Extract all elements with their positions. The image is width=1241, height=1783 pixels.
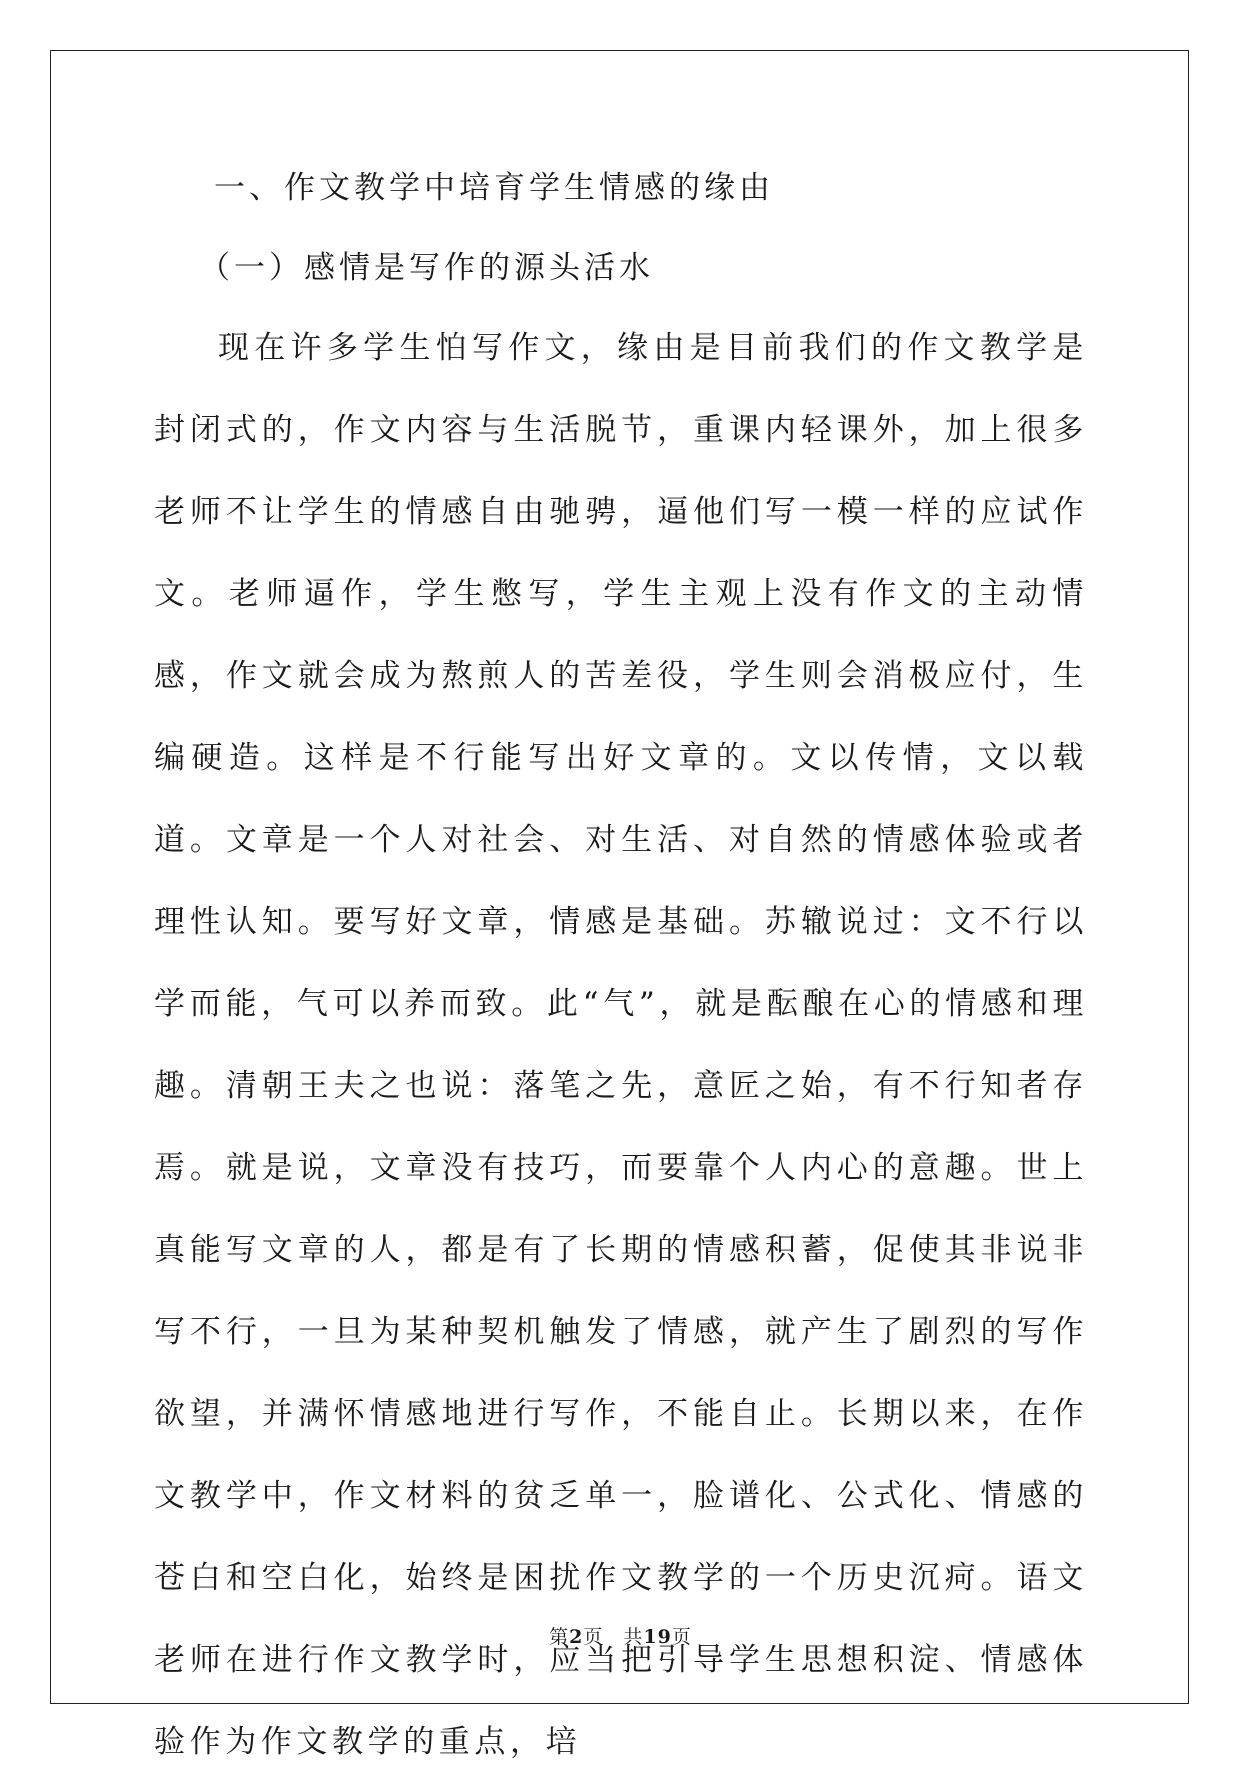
page-mid-text: 页 共 [583, 1626, 644, 1648]
body-paragraph: 现在许多学生怕写作文，缘由是目前我们的作文教学是封闭式的，作文内容与生活脱节，重课内轻课外，加上很多老师不让学生的情感自由驰骋，逼他们写一模一样的应试作文。老师逼作，学生憋写，学生主观上没有作文的主动情感，作文就会成为熬煎人的苦差役，学生则会消极应付，生编硬造。这样是不行能写出好文章的。文以传情，文以载道。文章是一个人对社会、对生活、对自然的情感体验或者理性认知。要写好文章，情感是基础。苏辙说过：文不行以学而能，气可以养而致。此“气”，就是酝酿在心的情感和理趣。清朝王夫之也说：落笔之先，意匠之始，有不行知者存焉。就是说，文章没有技巧，而要靠个人内心的意趣。世上真能写文章的人，都是有了长期的情感积蓄，促使其非说非写不行，一旦为某种契机触发了情感，就产生了剧烈的写作欲望，并满怀情感地进行写作，不能自止。长期以来，在作文教学中，作文材料的贫乏单一，脸谱化、公式化、情感的苍白和空白化，始终是困扰作文教学的一个历史沉疴。语文老师在进行作文教学时，应当把引导学生思想积淀、情感体验作为作文教学的重点，培 [154, 330, 1088, 1760]
page-prefix: 第 [549, 1626, 570, 1648]
page-suffix: 页 [671, 1626, 692, 1648]
subsection-heading: （一）感情是写作的源头活水 [199, 250, 654, 286]
page-footer [0, 1622, 1241, 1649]
page-current-number: 2 [569, 1626, 584, 1648]
page-total-number: 19 [643, 1626, 672, 1648]
section-heading: 一、作文教学中培育学生情感的缘由 [214, 170, 774, 206]
